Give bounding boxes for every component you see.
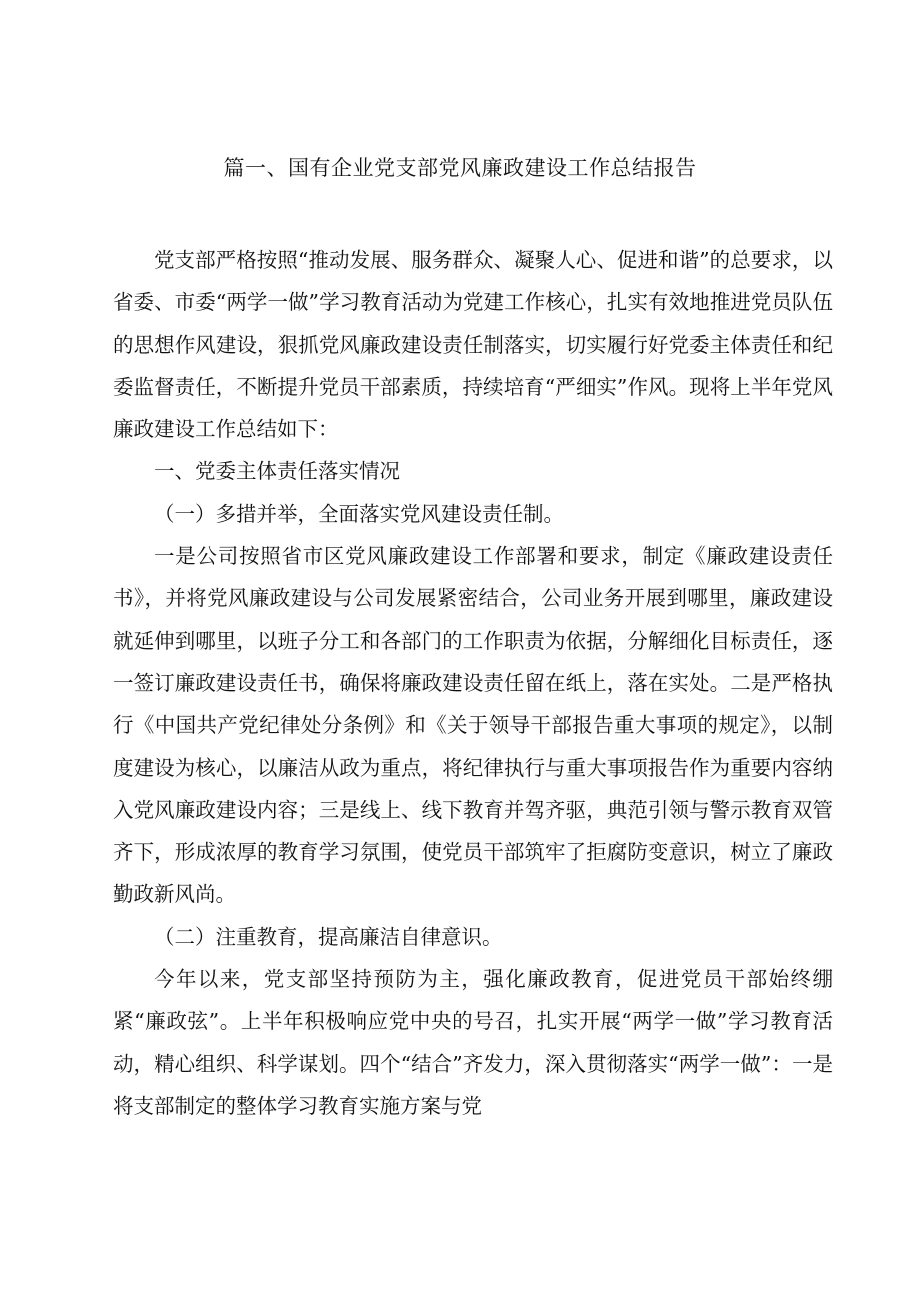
document-title: 篇一、国有企业党支部党风廉政建设工作总结报告 — [223, 156, 697, 180]
subsection-1-paragraph: 一是公司按照省市区党风廉政建设工作部署和要求，制定《廉政建设责任书》，并将党风廉政建设与公司发展紧密结合，公司业务开展到哪里，廉政建设就延伸到哪里，以班子分工和各部门的工作职责为依据，分解细化目标责任，逐一签订廉政建设责任书，确保将廉政建设责任留在纸上，落在实处。二是严格执行《中国共产党纪律处分条例》和《关于领导干部报告重大事项的规定》，以制度建设为核心，以廉洁从政为重点，将纪律执行与重大事项报告作为重要内容纳入党风廉政建设内容；三是线上、线下教育并驾齐驱，典范引领与警示教育双管齐下，形成浓厚的教育学习氛围，使党员干部筑牢了拒腐防变意识，树立了廉政勤政新风尚。 — [113, 544, 833, 907]
subsection-2-paragraph: 今年以来，党支部坚持预防为主，强化廉政教育，促进党员干部始终绷紧“廉政弦”。上半年积极响应党中央的号召，扎实开展“两学一做”学习教育活动，精心组织、科学谋划。四个“结合”齐发力，深入贯彻落实“两学一做”：一是将支部制定的整体学习教育实施方案与党 — [113, 967, 833, 1118]
subsection-heading-1: （一）多措并举，全面落实党风建设责任制。 — [154, 501, 564, 526]
intro-paragraph: 党支部严格按照“推动发展、服务群众、凝聚人心、促进和谐”的总要求，以省委、市委“两学一做”学习教育活动为党建工作核心，扎实有效地推进党员队伍的思想作风建设，狠抓党风廉政建设责任制落实，切实履行好党委主体责任和纪委监督责任，不断提升党员干部素质，持续培育“严细实”作风。现将上半年党风廉政建设工作总结如下： — [113, 248, 833, 442]
document-body — [113, 239, 833, 1127]
section-heading-1: 一、党委主体责任落实情况 — [154, 459, 400, 484]
subsection-heading-2: （二）注重教育，提高廉洁自律意识。 — [154, 924, 503, 949]
